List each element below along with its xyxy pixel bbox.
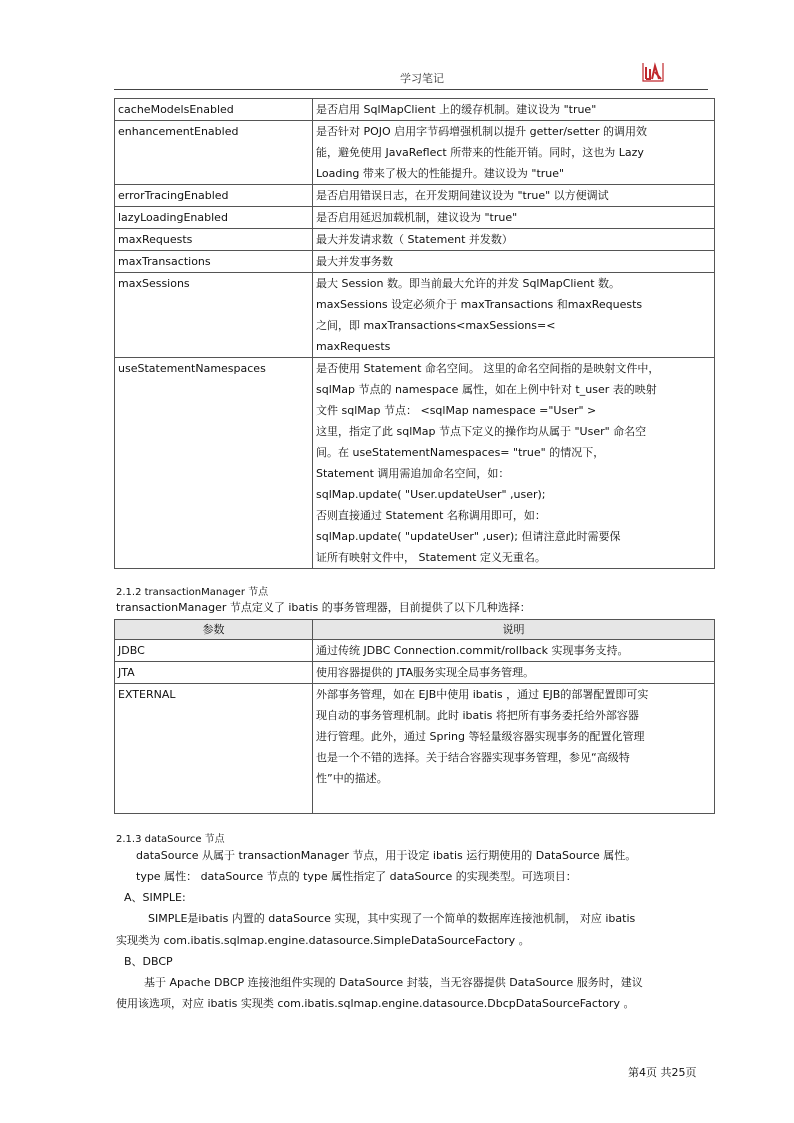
table-row xyxy=(115,229,715,251)
param-name: errorTracingEnabled xyxy=(115,185,313,207)
option-b-title: B、DBCP xyxy=(124,955,173,968)
description-line: 这里，指定了此 sqlMap 节点下定义的操作均从属于 "User" 命名空 xyxy=(316,425,647,438)
description-line: 通过传统 JDBC Connection.commit/rollback 实现事务支持。 xyxy=(316,644,629,657)
table-row xyxy=(115,99,715,121)
param-description xyxy=(313,251,715,273)
table-row xyxy=(115,662,715,684)
description-line: maxSessions 设定必须介于 maxTransactions 和maxRequests xyxy=(316,298,643,311)
column-header-desc: 说明 xyxy=(313,620,715,640)
option-b-desc-1: 基于 Apache DBCP 连接池组件实现的 DataSource 封装，当无容器提供 DataSource 服务时，建议 xyxy=(144,976,643,989)
option-a-desc-2: 实现类为 com.ibatis.sqlmap.engine.datasource.SimpleDataSourceFactory 。 xyxy=(116,934,530,947)
transaction-manager-table xyxy=(114,619,715,814)
description-line: sqlMap.update( "updateUser" ,user); 但请注意此时需要保 xyxy=(316,530,621,543)
section-2-1-3-heading: 2.1.3 dataSource 节点 xyxy=(116,834,225,845)
description-line: 是否启用 SqlMapClient 上的缓存机制。建议设为 "true" xyxy=(316,103,597,116)
description-line: Statement 调用需追加命名空间，如： xyxy=(316,467,510,480)
param-description xyxy=(313,207,715,229)
description-line: 最大 Session 数。即当前最大允许的并发 SqlMapClient 数。 xyxy=(316,277,621,290)
description-line: 进行管理。此外，通过 Spring 等轻量级容器实现事务的配置化管理 xyxy=(316,730,645,743)
option-a-title: A、SIMPLE: xyxy=(124,891,186,904)
page-header-title: 学习笔记 xyxy=(400,72,444,85)
param-description xyxy=(313,121,715,185)
description-line: 能，避免使用 JavaReflect 所带来的性能开销。同时，这也为 Lazy xyxy=(316,146,644,159)
table-header-row xyxy=(115,620,715,640)
param-description xyxy=(313,99,715,121)
option-a-desc-1: SIMPLE是ibatis 内置的 dataSource 实现，其中实现了一个简单的数据库连接池机制， 对应 ibatis xyxy=(148,912,636,925)
table-row xyxy=(115,185,715,207)
param-name: maxSessions xyxy=(115,273,313,358)
table-row xyxy=(115,273,715,358)
logo-icon xyxy=(640,60,666,84)
param-description xyxy=(313,684,715,814)
param-name: useStatementNamespaces xyxy=(115,358,313,569)
description-line: 性”中的描述。 xyxy=(316,772,388,785)
description-line: sqlMap.update( "User.updateUser" ,user); xyxy=(316,488,546,501)
description-line: 最大并发事务数 xyxy=(316,255,393,268)
description-line: 证所有映射文件中， Statement 定义无重名。 xyxy=(316,551,546,564)
param-name: enhancementEnabled xyxy=(115,121,313,185)
description-line: 外部事务管理，如在 EJB中使用 ibatis ，通过 EJB的部署配置即可实 xyxy=(316,688,649,701)
description-line: 之间，即 maxTransactions<maxSessions=< xyxy=(316,319,556,332)
section-2-1-2-intro: transactionManager 节点定义了 ibatis 的事务管理器，目前提供了以下几种选择： xyxy=(116,601,531,614)
param-description xyxy=(313,358,715,569)
param-name: maxRequests xyxy=(115,229,313,251)
param-description xyxy=(313,229,715,251)
param-name: EXTERNAL xyxy=(115,684,313,814)
description-line: 也是一个不错的选择。关于结合容器实现事务管理，参见“高级特 xyxy=(316,751,630,764)
table-row xyxy=(115,358,715,569)
description-line: maxRequests xyxy=(316,340,391,353)
datasource-line-2: type 属性： dataSource 节点的 type 属性指定了 dataSource 的实现类型。可选项目： xyxy=(136,870,577,883)
section-2-1-2-heading: 2.1.2 transactionManager 节点 xyxy=(116,587,269,598)
param-description xyxy=(313,662,715,684)
description-line: Loading 带来了极大的性能提升。建议设为 "true" xyxy=(316,167,565,180)
description-line: 最大并发请求数（ Statement 并发数） xyxy=(316,233,513,246)
description-line: 现自动的事务管理机制。此时 ibatis 将把所有事务委托给外部容器 xyxy=(316,709,639,722)
description-line: 是否使用 Statement 命名空间。 这里的命名空间指的是映射文件中， xyxy=(316,362,660,375)
description-line: 否则直接通过 Statement 名称调用即可，如： xyxy=(316,509,546,522)
param-name: maxTransactions xyxy=(115,251,313,273)
description-line: 是否启用错误日志，在开发期间建议设为 "true" 以方便调试 xyxy=(316,189,609,202)
param-description xyxy=(313,273,715,358)
datasource-line-1: dataSource 从属于 transactionManager 节点，用于设定 ibatis 运行期使用的 DataSource 属性。 xyxy=(136,849,637,862)
description-line: 是否针对 POJO 启用字节码增强机制以提升 getter/setter 的调用效 xyxy=(316,125,647,138)
description-line: 是否启用延迟加载机制，建议设为 "true" xyxy=(316,211,518,224)
param-name: JDBC xyxy=(115,640,313,662)
header-rule xyxy=(114,89,708,90)
param-description xyxy=(313,640,715,662)
table-row xyxy=(115,207,715,229)
table-row xyxy=(115,251,715,273)
table-row xyxy=(115,121,715,185)
param-description xyxy=(313,185,715,207)
param-name: lazyLoadingEnabled xyxy=(115,207,313,229)
description-line: sqlMap 节点的 namespace 属性，如在上例中针对 t_user 表的映射 xyxy=(316,383,657,396)
description-line: 文件 sqlMap 节点： <sqlMap namespace ="User" > xyxy=(316,404,597,417)
table-row xyxy=(115,684,715,814)
table-row xyxy=(115,640,715,662)
option-b-desc-2: 使用该选项，对应 ibatis 实现类 com.ibatis.sqlmap.engine.datasource.DbcpDataSourceFactory 。 xyxy=(116,997,635,1010)
description-line: 使用容器提供的 JTA服务实现全局事务管理。 xyxy=(316,666,535,679)
page-number: 第4页 共25页 xyxy=(628,1066,697,1079)
description-line: 间。在 useStatementNamespaces= "true" 的情况下， xyxy=(316,446,605,459)
param-name: JTA xyxy=(115,662,313,684)
param-name: cacheModelsEnabled xyxy=(115,99,313,121)
config-parameter-table xyxy=(114,98,715,569)
column-header-param: 参数 xyxy=(115,620,313,640)
